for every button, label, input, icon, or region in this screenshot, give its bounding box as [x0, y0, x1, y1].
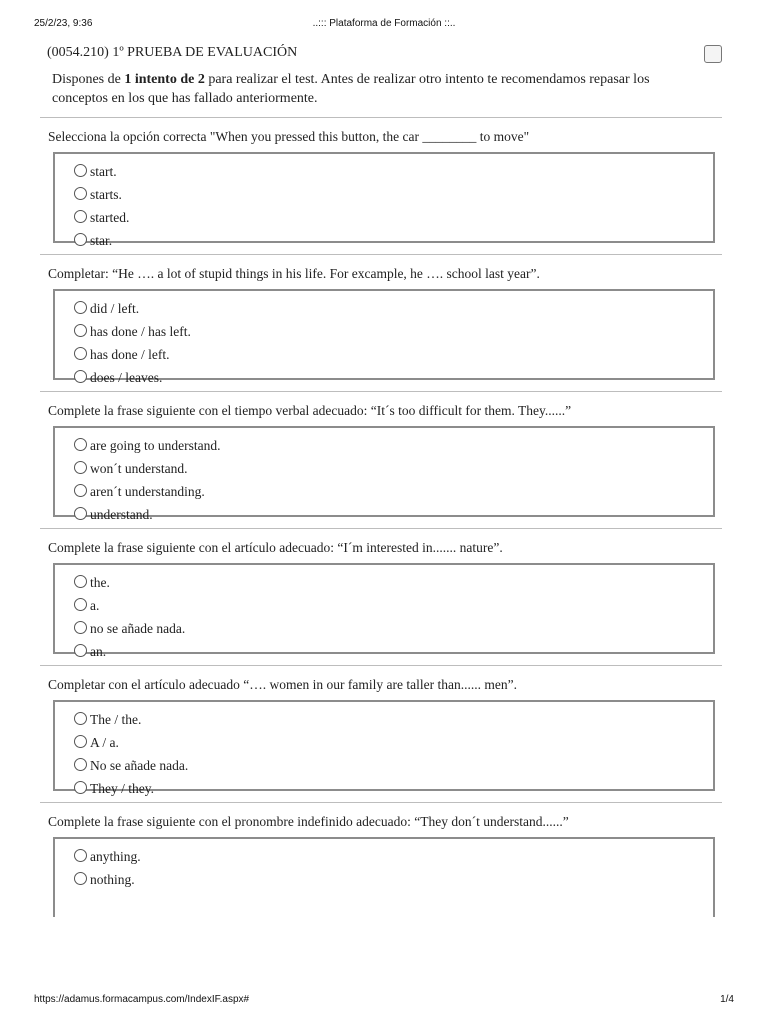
- divider: [40, 802, 722, 803]
- option-label: the.: [90, 575, 110, 590]
- radio-button[interactable]: [74, 164, 87, 177]
- print-header: [34, 18, 734, 32]
- radio-button[interactable]: [74, 324, 87, 337]
- radio-button[interactable]: [74, 758, 87, 771]
- option-label: has done / has left.: [90, 324, 191, 339]
- print-footer: [34, 994, 734, 1008]
- option-label: star.: [90, 233, 113, 248]
- answer-option[interactable]: [74, 321, 713, 344]
- question-3: [40, 402, 722, 529]
- answer-option[interactable]: [74, 641, 713, 664]
- radio-button[interactable]: [74, 781, 87, 794]
- divider: [40, 117, 722, 118]
- test-header: [40, 44, 722, 62]
- answer-option[interactable]: [74, 367, 713, 390]
- divider: [40, 254, 722, 255]
- answer-option[interactable]: [74, 846, 713, 869]
- radio-button[interactable]: [74, 187, 87, 200]
- answer-option[interactable]: [74, 504, 713, 527]
- option-label: a.: [90, 598, 100, 613]
- radio-button[interactable]: [74, 370, 87, 383]
- answer-option[interactable]: [74, 732, 713, 755]
- option-label: aren´t understanding.: [90, 484, 205, 499]
- option-label: are going to understand.: [90, 438, 221, 453]
- question-2: [40, 265, 722, 392]
- answer-options: [53, 700, 715, 796]
- option-label: understand.: [90, 507, 153, 522]
- divider: [40, 665, 722, 666]
- radio-button[interactable]: [74, 347, 87, 360]
- answer-option[interactable]: [74, 230, 713, 253]
- option-label: The / the.: [90, 712, 142, 727]
- radio-button[interactable]: [74, 735, 87, 748]
- question-text: Complete la frase siguiente con el pronombre indefinido adecuado: “They don´t understand......”: [48, 814, 569, 829]
- option-label: does / leaves.: [90, 370, 163, 385]
- answer-options: [53, 563, 715, 659]
- option-label: did / left.: [90, 301, 140, 316]
- radio-button[interactable]: [74, 438, 87, 451]
- radio-button[interactable]: [74, 233, 87, 246]
- intro-text-start: Dispones de: [52, 72, 125, 87]
- answer-option[interactable]: [74, 778, 713, 801]
- answer-option[interactable]: [74, 184, 713, 207]
- option-label: nothing.: [90, 872, 135, 887]
- question-text: Completar: “He …. a lot of stupid things in his life. For excample, he …. school last year”.: [48, 266, 540, 281]
- answer-option[interactable]: [74, 481, 713, 504]
- print-url: https://adamus.formacampus.com/IndexIF.aspx#: [34, 994, 250, 1005]
- radio-button[interactable]: [74, 461, 87, 474]
- question-text: Selecciona la opción correcta "When you pressed this button, the car ________ to move": [48, 129, 530, 144]
- radio-button[interactable]: [74, 507, 87, 520]
- print-date: 25/2/23, 9:36: [34, 18, 93, 29]
- radio-button[interactable]: [74, 210, 87, 223]
- question-4: [40, 539, 722, 666]
- intro-attempts: 1 intento de 2: [124, 72, 205, 87]
- answer-option[interactable]: [74, 618, 713, 641]
- radio-button[interactable]: [74, 301, 87, 314]
- answer-option[interactable]: [74, 755, 713, 778]
- question-6: [40, 813, 722, 917]
- radio-button[interactable]: [74, 872, 87, 885]
- option-label: an.: [90, 644, 107, 659]
- test-intro: [52, 70, 722, 108]
- test-content: [40, 44, 722, 917]
- radio-button[interactable]: [74, 598, 87, 611]
- question-text: Complete la frase siguiente con el artículo adecuado: “I´m interested in....... nature”.: [48, 540, 503, 555]
- radio-button[interactable]: [74, 484, 87, 497]
- print-page-title: ..::: Plataforma de Formación ::..: [312, 18, 456, 29]
- answer-option[interactable]: [74, 435, 713, 458]
- answer-options: [53, 837, 715, 917]
- question-1: [40, 128, 722, 255]
- option-label: won´t understand.: [90, 461, 188, 476]
- question-5: [40, 676, 722, 803]
- answer-options: [53, 289, 715, 385]
- option-label: start.: [90, 164, 117, 179]
- page-number: 1/4: [720, 994, 734, 1005]
- answer-options: [53, 426, 715, 522]
- radio-button[interactable]: [74, 849, 87, 862]
- option-label: started.: [90, 210, 130, 225]
- flag-checkbox[interactable]: [704, 45, 722, 63]
- radio-button[interactable]: [74, 712, 87, 725]
- option-label: has done / left.: [90, 347, 170, 362]
- answer-option[interactable]: [74, 572, 713, 595]
- divider: [40, 391, 722, 392]
- answer-option[interactable]: [74, 595, 713, 618]
- test-title: (0054.210) 1º PRUEBA DE EVALUACIÓN: [47, 45, 298, 60]
- option-label: A / a.: [90, 735, 119, 750]
- option-label: starts.: [90, 187, 122, 202]
- answer-option[interactable]: [74, 161, 713, 184]
- answer-option[interactable]: [74, 344, 713, 367]
- question-text: Complete la frase siguiente con el tiempo verbal adecuado: “It´s too difficult for them. They......”: [48, 403, 572, 418]
- answer-option[interactable]: [74, 207, 713, 230]
- option-label: No se añade nada.: [90, 758, 189, 773]
- question-text: Completar con el artículo adecuado “…. women in our family are taller than...... men”.: [48, 677, 517, 692]
- answer-options: [53, 152, 715, 248]
- divider: [40, 528, 722, 529]
- option-label: They / they.: [90, 781, 154, 796]
- option-label: no se añade nada.: [90, 621, 186, 636]
- answer-option[interactable]: [74, 869, 713, 892]
- answer-option[interactable]: [74, 298, 713, 321]
- answer-option[interactable]: [74, 709, 713, 732]
- answer-option[interactable]: [74, 458, 713, 481]
- radio-button[interactable]: [74, 644, 87, 657]
- radio-button[interactable]: [74, 621, 87, 634]
- radio-button[interactable]: [74, 575, 87, 588]
- option-label: anything.: [90, 849, 141, 864]
- intro-text-end: para realizar el test. Antes de realizar otro intento te recomendamos repasar los conceptos en los que has fallado anteriormente.: [52, 72, 650, 106]
